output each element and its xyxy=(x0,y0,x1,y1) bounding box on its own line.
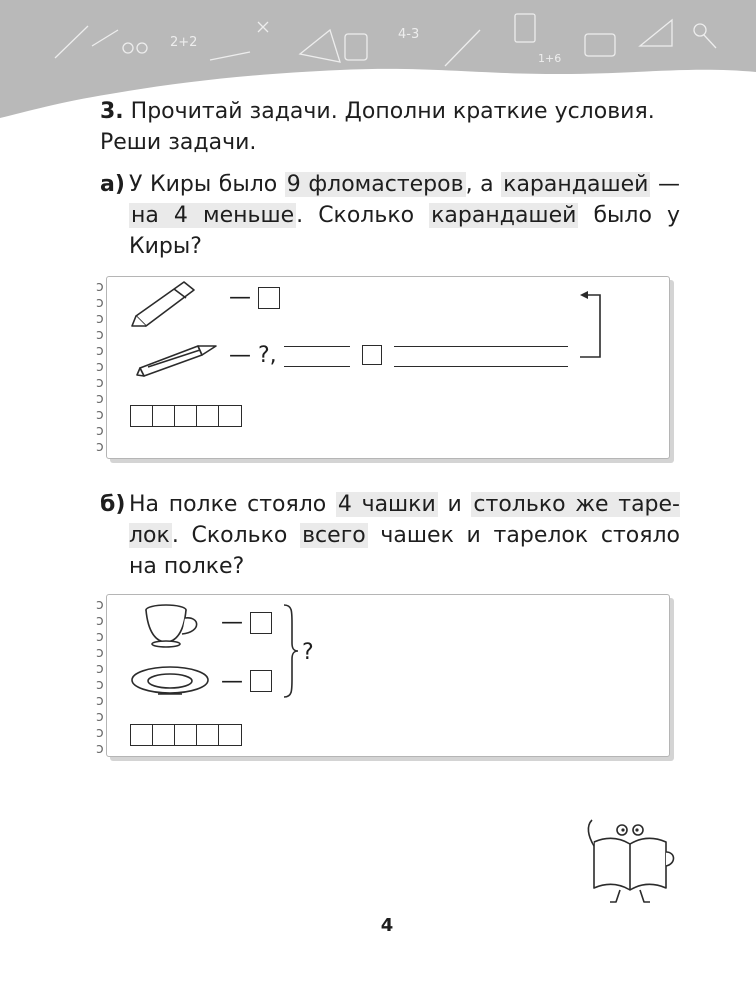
svg-text:2+2: 2+2 xyxy=(170,35,198,50)
plate-icon xyxy=(130,664,212,700)
spiral-rings: ↄ ↄ ↄ ↄ ↄ ↄ ↄ ↄ ↄ ↄ xyxy=(96,597,104,757)
highlight: 9 фломастеров xyxy=(286,172,464,197)
problem-a-marker: а) xyxy=(100,172,125,197)
pencil-icon xyxy=(134,338,220,378)
task-instruction-2: Реши задачи. xyxy=(100,130,257,155)
highlight: карандашей xyxy=(431,203,577,228)
highlight: карандашей xyxy=(503,172,649,197)
solution-cells[interactable] xyxy=(130,405,242,427)
task-instruction-1: Прочитай задачи. Дополни краткие условия. xyxy=(130,99,655,124)
answer-box[interactable] xyxy=(250,612,272,634)
answer-box[interactable] xyxy=(362,345,382,365)
task-number: 3. xyxy=(100,99,124,124)
task-heading xyxy=(100,96,680,158)
answer-box[interactable] xyxy=(250,670,272,692)
fill-line[interactable] xyxy=(284,366,350,367)
question-dash: — ?, xyxy=(229,343,277,368)
fill-line[interactable] xyxy=(284,346,350,347)
fill-line[interactable] xyxy=(394,346,568,347)
bracket-arrow-icon xyxy=(576,285,606,365)
highlight: всего xyxy=(302,523,366,548)
svg-text:1+6: 1+6 xyxy=(538,52,562,65)
problem-b-text: На полке стояло 4 чашки и столько же таре-лок. Сколько всего чашек и тарелок стояло на полке? xyxy=(129,492,680,579)
solution-cells[interactable] xyxy=(130,724,242,746)
page-number: 4 xyxy=(380,915,394,936)
question-mark: ? xyxy=(302,640,314,665)
dash: — xyxy=(221,669,243,694)
svg-text:4-3: 4-3 xyxy=(398,27,420,42)
problem-b-marker: б) xyxy=(100,492,126,517)
curly-brace-icon xyxy=(282,603,300,699)
highlight: 4 чашки xyxy=(337,492,436,517)
fill-line[interactable] xyxy=(394,366,568,367)
book-mascot-icon xyxy=(580,812,680,904)
answer-box[interactable] xyxy=(258,287,280,309)
problem-b xyxy=(100,489,680,582)
problem-a xyxy=(100,169,680,262)
dash: — xyxy=(229,285,251,310)
dash: — xyxy=(221,610,243,635)
marker-icon xyxy=(128,276,200,332)
problem-a-text: У Киры было 9 фломастеров, а карандашей — на 4 меньше. Сколько карандашей было у Киры? xyxy=(129,172,681,259)
cup-icon xyxy=(138,600,208,650)
highlight: на 4 меньше xyxy=(131,203,295,228)
spiral-rings: ↄ ↄ ↄ ↄ ↄ ↄ ↄ ↄ ↄ ↄ ↄ xyxy=(96,279,104,455)
highlight: столько же таре-лок xyxy=(129,492,680,548)
